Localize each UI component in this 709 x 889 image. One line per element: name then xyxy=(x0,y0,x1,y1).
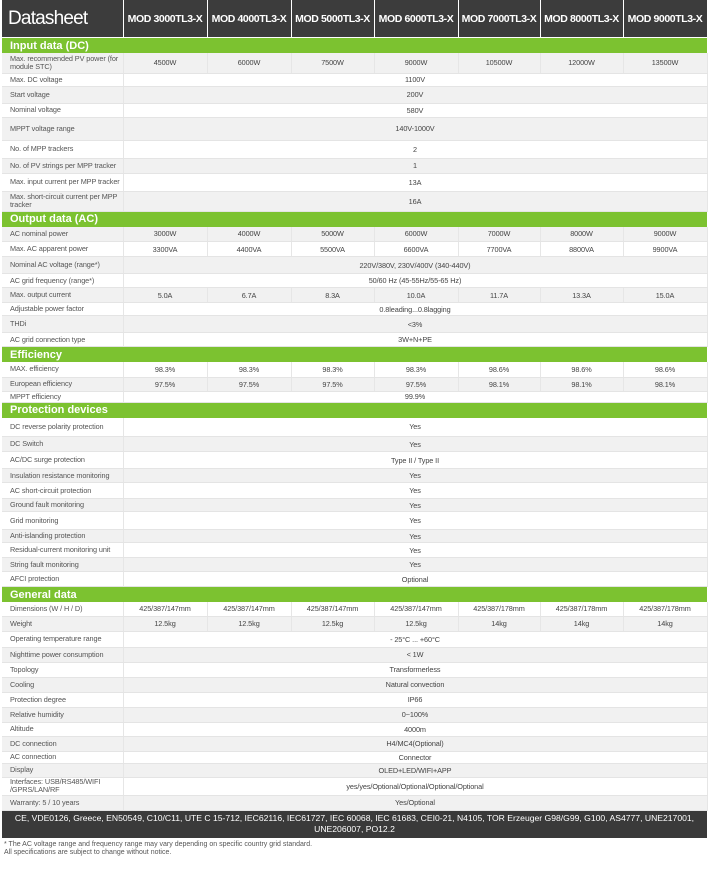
spec-label: MPPT efficiency xyxy=(2,391,123,402)
spec-value-shared: < 1W xyxy=(123,647,707,662)
spec-label: DC reverse polarity protection xyxy=(2,418,123,437)
section-title: Input data (DC) xyxy=(2,38,707,54)
spec-row xyxy=(2,117,707,140)
spec-label: Protection degree xyxy=(2,692,123,707)
spec-value: 425/387/147mm xyxy=(291,602,374,616)
spec-value: 6000W xyxy=(374,227,458,242)
spec-value: 10.0A xyxy=(374,288,458,303)
spec-value: 97.5% xyxy=(123,377,207,391)
spec-label: Cooling xyxy=(2,677,123,692)
spec-value: 425/387/147mm xyxy=(374,602,458,616)
footnote-specs: All specifications are subject to change without notice. xyxy=(4,848,172,856)
spec-value: 14kg xyxy=(458,616,540,631)
spec-label: Nighttime power consumption xyxy=(2,647,123,662)
spec-value-shared: Transformerless xyxy=(123,662,707,677)
model-header: MOD 3000TL3-X xyxy=(123,0,207,38)
spec-value-shared: Yes xyxy=(123,512,707,530)
spec-value: 8800VA xyxy=(540,242,623,257)
spec-row xyxy=(2,140,707,158)
model-header: MOD 9000TL3-X xyxy=(623,0,707,38)
spec-label: Max. output current xyxy=(2,288,123,303)
spec-label: No. of MPP trackers xyxy=(2,140,123,158)
spec-row xyxy=(2,274,707,288)
spec-value: 425/387/178mm xyxy=(458,602,540,616)
spec-value: 13500W xyxy=(623,53,707,73)
spec-value-shared: Yes xyxy=(123,530,707,543)
spec-label: Anti-islanding protection xyxy=(2,530,123,543)
spec-row xyxy=(2,572,707,587)
spec-value: 10500W xyxy=(458,53,540,73)
spec-value-shared: 0.8leading...0.8lagging xyxy=(123,303,707,316)
spec-row xyxy=(2,303,707,316)
spec-row xyxy=(2,437,707,452)
spec-value: 3000W xyxy=(123,227,207,242)
spec-row xyxy=(2,692,707,707)
spec-label: Dimensions (W / H / D) xyxy=(2,602,123,616)
spec-label: DC Switch xyxy=(2,437,123,452)
spec-row xyxy=(2,499,707,512)
spec-row xyxy=(2,777,707,795)
certifications: CE, VDE0126, Greece, EN50549, C10/C11, UTE C 15-712, IEC62116, IEC61727, IEC 60068, IEC 61683, CEI0-21, N4105, TOR Erzeuger G98/G99, G100, AS4777, UNE217001, UNE206007, PO12.2 xyxy=(2,811,707,838)
spec-value-shared: Connector xyxy=(123,751,707,763)
spec-value-shared: 2 xyxy=(123,140,707,158)
spec-label: Max. short-circuit current per MPP tracker xyxy=(2,191,123,211)
spec-row xyxy=(2,677,707,692)
spec-value: 98.3% xyxy=(123,362,207,377)
spec-row xyxy=(2,602,707,616)
section-header-general-data xyxy=(2,587,707,603)
spec-value-shared: 1 xyxy=(123,158,707,173)
section-title: Efficiency xyxy=(2,347,707,363)
spec-row xyxy=(2,736,707,751)
spec-row xyxy=(2,558,707,572)
spec-value-shared: Yes xyxy=(123,543,707,558)
spec-value: 4000W xyxy=(207,227,291,242)
spec-label: No. of PV strings per MPP tracker xyxy=(2,158,123,173)
spec-value-shared: 580V xyxy=(123,103,707,117)
spec-value-shared: 1100V xyxy=(123,73,707,86)
spec-row xyxy=(2,751,707,763)
spec-value-shared: <3% xyxy=(123,316,707,333)
datasheet xyxy=(2,0,707,857)
spec-row xyxy=(2,173,707,191)
spec-value-shared: Type II / Type II xyxy=(123,452,707,469)
model-header: MOD 4000TL3-X xyxy=(207,0,291,38)
spec-label: Insulation resistance monitoring xyxy=(2,469,123,483)
spec-row xyxy=(2,53,707,73)
spec-value-shared: Yes xyxy=(123,469,707,483)
spec-value-shared: H4/MC4(Optional) xyxy=(123,736,707,751)
section-title: Protection devices xyxy=(2,402,707,418)
spec-value-shared: Yes xyxy=(123,558,707,572)
spec-table xyxy=(2,0,708,811)
spec-row xyxy=(2,333,707,347)
spec-value: 4500W xyxy=(123,53,207,73)
spec-label: Operating temperature range xyxy=(2,631,123,647)
spec-value: 425/387/178mm xyxy=(540,602,623,616)
spec-label: Grid monitoring xyxy=(2,512,123,530)
spec-value-shared: Yes xyxy=(123,418,707,437)
spec-label: Residual-current monitoring unit xyxy=(2,543,123,558)
spec-row xyxy=(2,191,707,211)
spec-value: 98.1% xyxy=(540,377,623,391)
spec-row xyxy=(2,616,707,631)
spec-value: 425/387/147mm xyxy=(123,602,207,616)
spec-label: Display xyxy=(2,763,123,777)
spec-body xyxy=(2,38,707,811)
spec-label: AC connection xyxy=(2,751,123,763)
spec-row xyxy=(2,158,707,173)
spec-value: 14kg xyxy=(623,616,707,631)
spec-row xyxy=(2,242,707,257)
spec-value: 98.6% xyxy=(540,362,623,377)
spec-value-shared: - 25°C ... +60°C xyxy=(123,631,707,647)
spec-label: THDi xyxy=(2,316,123,333)
spec-label: DC connection xyxy=(2,736,123,751)
spec-value: 12.5kg xyxy=(374,616,458,631)
spec-row xyxy=(2,530,707,543)
spec-row xyxy=(2,103,707,117)
spec-row xyxy=(2,763,707,777)
spec-value: 8.3A xyxy=(291,288,374,303)
spec-value-shared: 3W+N+PE xyxy=(123,333,707,347)
section-header-input-data-dc xyxy=(2,38,707,54)
spec-row xyxy=(2,377,707,391)
spec-label: AC grid connection type xyxy=(2,333,123,347)
spec-value: 9900VA xyxy=(623,242,707,257)
spec-row xyxy=(2,795,707,810)
spec-value: 98.6% xyxy=(458,362,540,377)
section-header-output-data-ac xyxy=(2,211,707,227)
spec-value: 97.5% xyxy=(291,377,374,391)
spec-row xyxy=(2,707,707,722)
spec-value: 9000W xyxy=(374,53,458,73)
spec-value-shared: 13A xyxy=(123,173,707,191)
spec-row xyxy=(2,722,707,736)
spec-value: 7700VA xyxy=(458,242,540,257)
spec-value: 98.3% xyxy=(374,362,458,377)
spec-value-shared: Yes xyxy=(123,437,707,452)
spec-row xyxy=(2,483,707,499)
spec-value-shared: Yes xyxy=(123,499,707,512)
spec-row xyxy=(2,418,707,437)
spec-label: Topology xyxy=(2,662,123,677)
spec-value: 11.7A xyxy=(458,288,540,303)
section-title: Output data (AC) xyxy=(2,211,707,227)
spec-value: 3300VA xyxy=(123,242,207,257)
spec-label: Warranty: 5 / 10 years xyxy=(2,795,123,810)
spec-label: Ground fault monitoring xyxy=(2,499,123,512)
spec-value: 12000W xyxy=(540,53,623,73)
spec-value-shared: 200V xyxy=(123,86,707,103)
spec-value: 5500VA xyxy=(291,242,374,257)
spec-value-shared: 4000m xyxy=(123,722,707,736)
model-header: MOD 5000TL3-X xyxy=(291,0,374,38)
spec-value: 9000W xyxy=(623,227,707,242)
spec-value: 14kg xyxy=(540,616,623,631)
spec-value-shared: OLED+LED/WIFI+APP xyxy=(123,763,707,777)
spec-label: Max. DC voltage xyxy=(2,73,123,86)
spec-label: AC short-circuit protection xyxy=(2,483,123,499)
spec-value: 97.5% xyxy=(374,377,458,391)
spec-row xyxy=(2,662,707,677)
spec-row xyxy=(2,288,707,303)
spec-row xyxy=(2,512,707,530)
spec-value-shared: 16A xyxy=(123,191,707,211)
spec-label: Start voltage xyxy=(2,86,123,103)
section-header-protection-devices xyxy=(2,402,707,418)
section-header-efficiency xyxy=(2,347,707,363)
footnotes xyxy=(2,841,707,857)
spec-value-shared: 0~100% xyxy=(123,707,707,722)
spec-row xyxy=(2,316,707,333)
spec-label: MPPT voltage range xyxy=(2,117,123,140)
spec-label: Max. AC apparent power xyxy=(2,242,123,257)
spec-value: 7000W xyxy=(458,227,540,242)
spec-value: 98.3% xyxy=(291,362,374,377)
datasheet-title: Datasheet xyxy=(2,0,123,38)
spec-label: AC nominal power xyxy=(2,227,123,242)
spec-label: AC grid frequency (range*) xyxy=(2,274,123,288)
spec-value: 15.0A xyxy=(623,288,707,303)
spec-value: 6000W xyxy=(207,53,291,73)
spec-value: 98.1% xyxy=(458,377,540,391)
spec-value: 6600VA xyxy=(374,242,458,257)
spec-value: 12.5kg xyxy=(123,616,207,631)
spec-value: 98.6% xyxy=(623,362,707,377)
spec-value-shared: IP66 xyxy=(123,692,707,707)
spec-label: MAX. efficiency xyxy=(2,362,123,377)
spec-value-shared: Natural convection xyxy=(123,677,707,692)
spec-value: 7500W xyxy=(291,53,374,73)
model-header: MOD 8000TL3-X xyxy=(540,0,623,38)
header-row xyxy=(2,0,707,38)
spec-value: 97.5% xyxy=(207,377,291,391)
spec-label: Weight xyxy=(2,616,123,631)
spec-label: Max. recommended PV power (for module STC) xyxy=(2,53,123,73)
spec-label: Altitude xyxy=(2,722,123,736)
spec-value-shared: 140V-1000V xyxy=(123,117,707,140)
spec-label: Nominal AC voltage (range*) xyxy=(2,257,123,274)
spec-value: 425/387/178mm xyxy=(623,602,707,616)
spec-value: 12.5kg xyxy=(291,616,374,631)
spec-row xyxy=(2,631,707,647)
spec-value: 98.3% xyxy=(207,362,291,377)
model-header: MOD 6000TL3-X xyxy=(374,0,458,38)
spec-label: Interfaces: USB/RS485/WIFI /GPRS/LAN/RF xyxy=(2,777,123,795)
spec-value: 8000W xyxy=(540,227,623,242)
spec-value-shared: Optional xyxy=(123,572,707,587)
spec-value: 425/387/147mm xyxy=(207,602,291,616)
spec-label: Max. input current per MPP tracker xyxy=(2,173,123,191)
spec-value: 5.0A xyxy=(123,288,207,303)
spec-label: String fault monitoring xyxy=(2,558,123,572)
spec-label: AFCI protection xyxy=(2,572,123,587)
footnote-voltage: * The AC voltage range and frequency range may vary depending on specific country grid standard. xyxy=(4,840,313,848)
spec-value-shared: 220V/380V, 230V/400V (340-440V) xyxy=(123,257,707,274)
spec-value: 13.3A xyxy=(540,288,623,303)
spec-label: Adjustable power factor xyxy=(2,303,123,316)
spec-row xyxy=(2,227,707,242)
model-header: MOD 7000TL3-X xyxy=(458,0,540,38)
spec-row xyxy=(2,647,707,662)
section-title: General data xyxy=(2,587,707,603)
spec-value: 4400VA xyxy=(207,242,291,257)
spec-label: Nominal voltage xyxy=(2,103,123,117)
spec-value-shared: Yes xyxy=(123,483,707,499)
spec-label: Relative humidity xyxy=(2,707,123,722)
spec-value: 98.1% xyxy=(623,377,707,391)
spec-row xyxy=(2,86,707,103)
spec-row xyxy=(2,362,707,377)
spec-value-shared: 50/60 Hz (45-55Hz/55-65 Hz) xyxy=(123,274,707,288)
spec-label: European efficiency xyxy=(2,377,123,391)
spec-value-shared: 99.9% xyxy=(123,391,707,402)
spec-row xyxy=(2,469,707,483)
spec-label: AC/DC surge protection xyxy=(2,452,123,469)
spec-row xyxy=(2,391,707,402)
spec-value: 6.7A xyxy=(207,288,291,303)
spec-value-shared: yes/yes/Optional/Optional/Optional/Optional xyxy=(123,777,707,795)
spec-row xyxy=(2,257,707,274)
spec-value: 5000W xyxy=(291,227,374,242)
spec-value-shared: Yes/Optional xyxy=(123,795,707,810)
spec-row xyxy=(2,452,707,469)
spec-row xyxy=(2,543,707,558)
spec-value: 12.5kg xyxy=(207,616,291,631)
spec-row xyxy=(2,73,707,86)
